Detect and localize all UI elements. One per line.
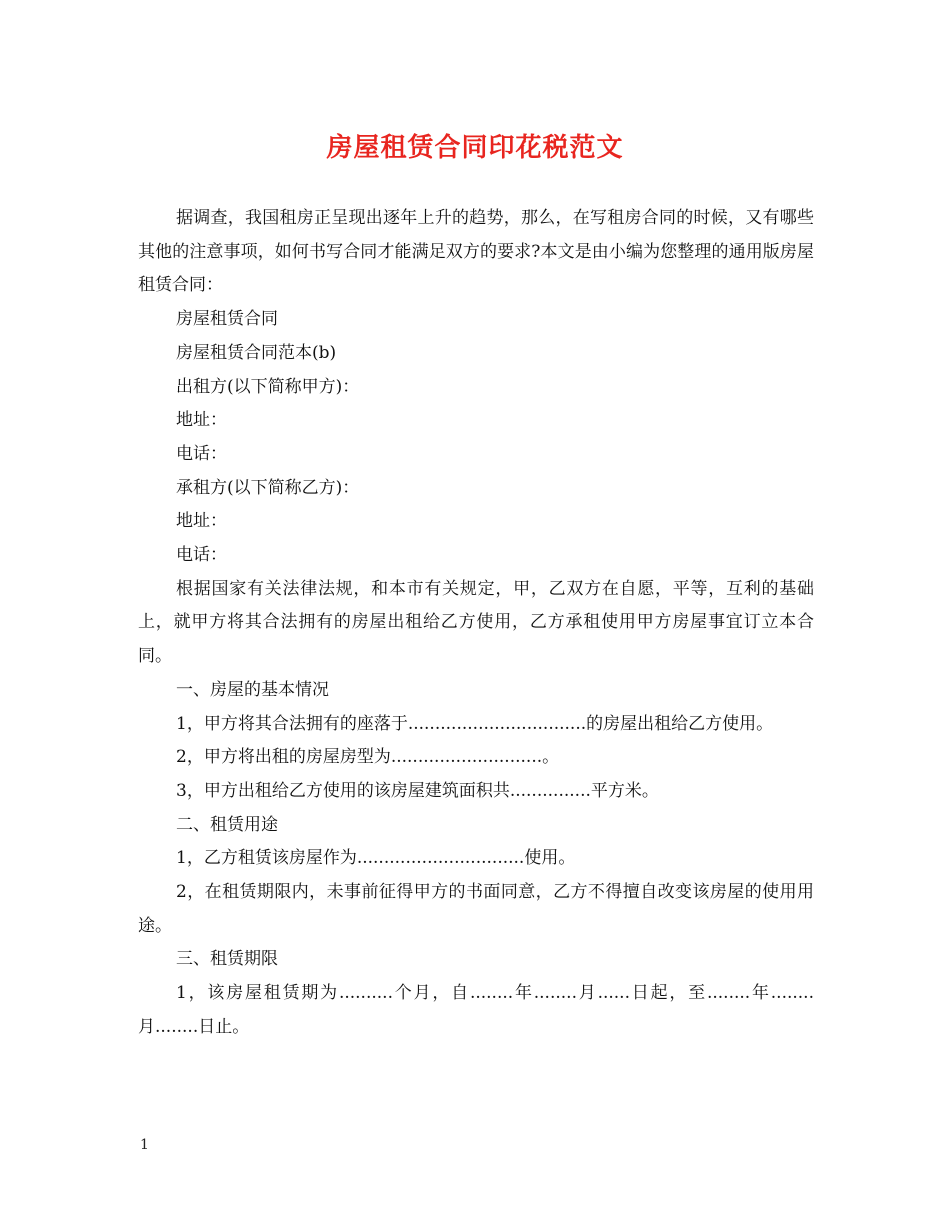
preamble-paragraph: 根据国家有关法律法规，和本市有关规定，甲，乙双方在自愿，平等，互利的基础上，就甲方将其合法拥有的房屋出租给乙方使用，乙方承租使用甲方房屋事宜订立本合同。 [138, 578, 814, 667]
clause-area: 3，甲方出租给乙方使用的该房屋建筑面积共...............平方米。 [176, 780, 659, 801]
clause-location: 1，甲方将其合法拥有的座落于.................................的房屋出租给乙方使用。 [176, 713, 774, 734]
lessee-line: 承租方(以下简称乙方)： [176, 477, 360, 498]
lessor-phone-line: 电话： [176, 443, 227, 464]
intro-paragraph: 据调查，我国租房正呈现出逐年上升的趋势，那么，在写租房合同的时候，又有哪些其他的注意事项，如何书写合同才能满足双方的要求?本文是由小编为您整理的通用版房屋租赁合同： [138, 208, 814, 296]
section-heading-purpose: 二、租赁用途 [176, 814, 278, 835]
contract-name-line: 房屋租赁合同 [176, 309, 278, 330]
document-title: 房屋租赁合同印花税范文 [326, 133, 624, 163]
section-heading-basic-info: 一、房屋的基本情况 [176, 679, 329, 700]
clause-term: 1，该房屋租赁期为..........个月，自........年........月......日起，至........年........月........日止。 [138, 983, 814, 1037]
document-body [138, 202, 814, 1045]
clause-room-type: 2，甲方将出租的房屋房型为............................。 [176, 747, 560, 768]
page-number: 1 [140, 1137, 149, 1153]
clause-usage: 1，乙方租赁该房屋作为...............................使用。 [176, 848, 576, 869]
lessor-line: 出租方(以下简称甲方)： [176, 376, 360, 397]
contract-template-line: 房屋租赁合同范本(b) [176, 342, 337, 363]
section-heading-term: 三、租赁期限 [176, 949, 278, 970]
clause-usage-change: 2，在租赁期限内，未事前征得甲方的书面同意，乙方不得擅自改变该房屋的使用用途。 [138, 882, 814, 936]
lessor-address-line: 地址： [176, 410, 227, 431]
lessee-address-line: 地址： [176, 511, 227, 532]
lessee-phone-line: 电话： [176, 545, 227, 566]
